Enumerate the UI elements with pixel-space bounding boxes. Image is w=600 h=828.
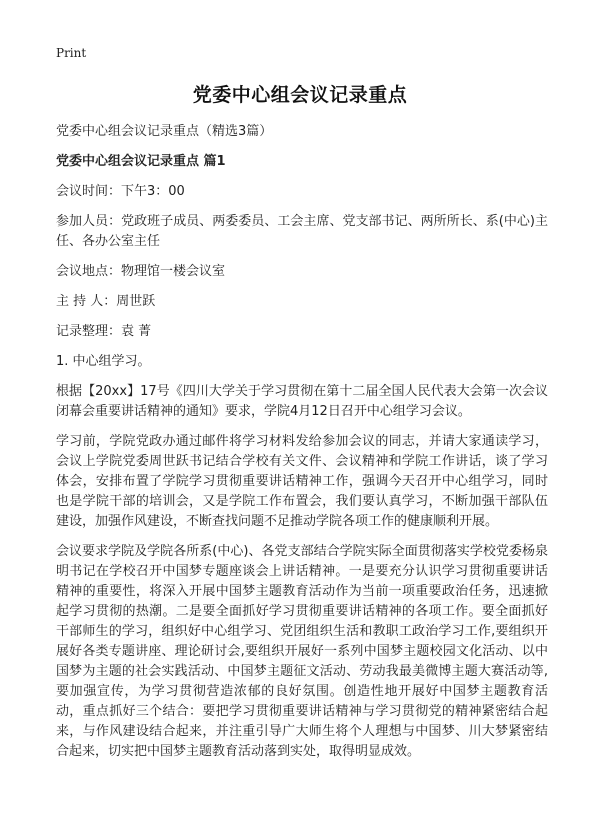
document-body bbox=[56, 122, 548, 772]
section-heading: 党委中心组会议记录重点 篇1 bbox=[56, 154, 226, 169]
meeting-time: 会议时间：下午3：00 bbox=[56, 184, 185, 199]
participants: 参加人员：党政班子成员、两委委员、工会主席、党支部书记、两所所长、系(中心)主任、各办公室主任 bbox=[56, 214, 548, 249]
paragraph-3: 会议要求学院及学院各所系(中心)、各党支部结合学院实际全面贯彻落实学校党委杨泉明书记在学校召开中国梦专题座谈会上讲话精神。一是要充分认识学习贯彻重要讲话精神的重要性，将深入开展中国梦主题教育活动作为当前一项重要政治任务，迅速掀起学习贯彻的热潮。二是要全面抓好学习贯彻重要讲话精神的各项工作。要全面抓好干部师生的学习，组织好中心组学习、党团组织生活和教职工政治学习工作,要组织开展好各类专题讲座、理论研讨会,要组织开展好一系列中国梦主题校园文化活动、以中国梦为主题的社会实践活动、中国梦主题征文活动、劳动我最美微博主题大赛活动等,要加强宣传，为学习贯彻营造浓郁的良好氛围。创造性地开展好中国梦主题教育活动，重点抓好三个结合：要把学习贯彻重要讲话精神与学习贯彻党的精神紧密结合起来，与作风建设结合起来，并注重引导广大师生将个人理想与中国梦、川大梦紧密结合起来，切实把中国梦主题教育活动落到实处，取得明显成效。 bbox=[56, 544, 548, 759]
list-item-1: 1. 中心组学习。 bbox=[56, 354, 151, 369]
document-subtitle: 党委中心组会议记录重点（精选3篇） bbox=[56, 124, 273, 139]
print-label: Print bbox=[56, 46, 87, 60]
meeting-recorder: 记录整理：袁 菁 bbox=[56, 324, 152, 339]
meeting-location: 会议地点：物理馆一楼会议室 bbox=[56, 264, 226, 279]
paragraph-1: 根据【20xx】17号《四川大学关于学习贯彻在第十二届全国人民代表大会第一次会议闭幕会重要讲话精神的通知》要求，学院4月12日召开中心组学习会议。 bbox=[56, 384, 548, 419]
document-title: 党委中心组会议记录重点 bbox=[192, 84, 408, 106]
meeting-host: 主 持 人：周世跃 bbox=[56, 294, 156, 309]
paragraph-2: 学习前，学院党政办通过邮件将学习材料发给参加会议的同志，并请大家通读学习，会议上学院党委周世跃书记结合学校有关文件、会议精神和学院工作讲话，谈了学习体会，安排布置了学院学习贯彻重要讲话精神工作，强调今天召开中心组学习，同时也是学院干部的培训会，又是学院工作布置会，我们要认真学习，不断加强干部队伍建设，加强作风建设，不断查找问题不足推动学院各项工作的健康顺利开展。 bbox=[56, 434, 548, 529]
